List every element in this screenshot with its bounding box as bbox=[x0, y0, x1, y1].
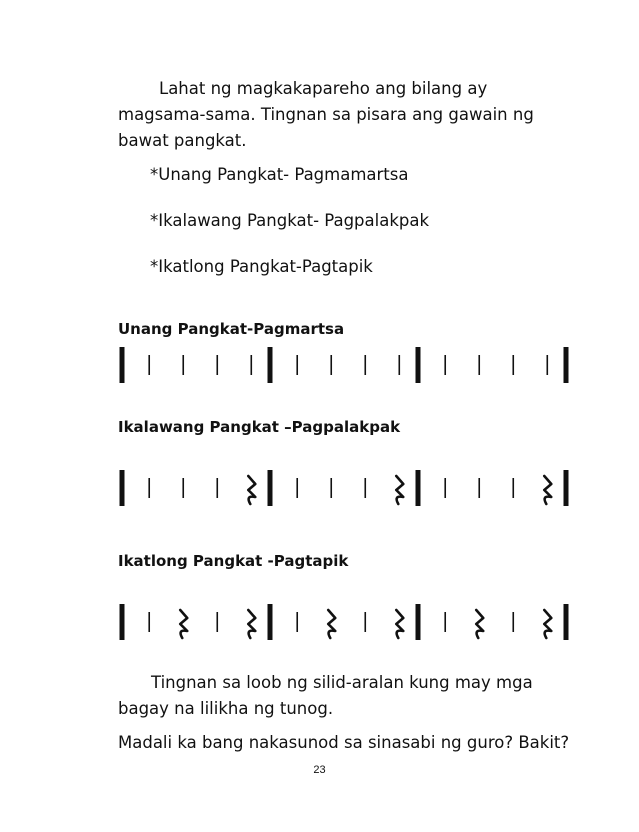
page-number: 23 bbox=[313, 764, 326, 776]
quarter-note-stem bbox=[364, 355, 366, 375]
quarter-note-stem bbox=[512, 355, 514, 375]
quarter-note-stem bbox=[148, 612, 150, 632]
bar-line bbox=[416, 470, 421, 506]
quarter-note-stem bbox=[398, 355, 400, 375]
quarter-note-stem bbox=[296, 612, 298, 632]
quarter-note-stem bbox=[364, 478, 366, 498]
bar-line bbox=[120, 347, 125, 383]
section-heading-1: Unang Pangkat-Pagmartsa bbox=[118, 320, 345, 338]
group-list-item-2: *Ikalawang Pangkat- Pagpalakpak bbox=[150, 211, 430, 230]
outro-line-1: Tingnan sa loob ng silid-aralan kung may mga bbox=[151, 673, 533, 692]
quarter-note-stem bbox=[444, 355, 446, 375]
rhythm-staff-3 bbox=[118, 602, 578, 642]
quarter-rest-icon bbox=[328, 610, 335, 638]
outro-line-3: Madali ka bang nakasunod sa sinasabi ng guro? Bakit? bbox=[118, 733, 570, 752]
bar-line bbox=[268, 470, 273, 506]
quarter-rest-icon bbox=[396, 476, 403, 504]
bar-line bbox=[564, 347, 569, 383]
quarter-note-stem bbox=[330, 478, 332, 498]
rhythm-staff-1 bbox=[118, 345, 578, 385]
quarter-note-stem bbox=[512, 612, 514, 632]
intro-line-1: Lahat ng magkakapareho ang bilang ay bbox=[159, 79, 488, 98]
quarter-note-stem bbox=[444, 612, 446, 632]
quarter-note-stem bbox=[216, 478, 218, 498]
rhythm-staff-2 bbox=[118, 468, 578, 508]
quarter-note-stem bbox=[296, 478, 298, 498]
quarter-note-stem bbox=[478, 355, 480, 375]
group-list-item-3: *Ikatlong Pangkat-Pagtapik bbox=[150, 257, 373, 276]
quarter-note-stem bbox=[148, 478, 150, 498]
bar-line bbox=[120, 604, 125, 640]
quarter-note-stem bbox=[216, 612, 218, 632]
quarter-rest-icon bbox=[248, 476, 255, 504]
quarter-note-stem bbox=[330, 355, 332, 375]
quarter-rest-icon bbox=[180, 610, 187, 638]
bar-line bbox=[564, 604, 569, 640]
bar-line bbox=[268, 604, 273, 640]
bar-line bbox=[416, 604, 421, 640]
quarter-note-stem bbox=[148, 355, 150, 375]
quarter-rest-icon bbox=[476, 610, 483, 638]
outro-line-2: bagay na lilikha ng tunog. bbox=[118, 699, 334, 718]
bar-line bbox=[564, 470, 569, 506]
quarter-note-stem bbox=[512, 478, 514, 498]
group-list-item-1: *Unang Pangkat- Pagmamartsa bbox=[150, 165, 409, 184]
quarter-note-stem bbox=[478, 478, 480, 498]
quarter-note-stem bbox=[296, 355, 298, 375]
quarter-note-stem bbox=[182, 355, 184, 375]
section-heading-3: Ikatlong Pangkat -Pagtapik bbox=[118, 552, 349, 570]
bar-line bbox=[268, 347, 273, 383]
quarter-note-stem bbox=[364, 612, 366, 632]
section-heading-2: Ikalawang Pangkat –Pagpalakpak bbox=[118, 418, 401, 436]
quarter-note-stem bbox=[546, 355, 548, 375]
quarter-note-stem bbox=[250, 355, 252, 375]
quarter-rest-icon bbox=[248, 610, 255, 638]
intro-line-3: bawat pangkat. bbox=[118, 131, 247, 150]
bar-line bbox=[120, 470, 125, 506]
quarter-rest-icon bbox=[396, 610, 403, 638]
quarter-note-stem bbox=[182, 478, 184, 498]
intro-line-2: magsama-sama. Tingnan sa pisara ang gawain ng bbox=[118, 105, 534, 124]
quarter-note-stem bbox=[444, 478, 446, 498]
quarter-rest-icon bbox=[544, 610, 551, 638]
bar-line bbox=[416, 347, 421, 383]
quarter-note-stem bbox=[216, 355, 218, 375]
quarter-rest-icon bbox=[544, 476, 551, 504]
